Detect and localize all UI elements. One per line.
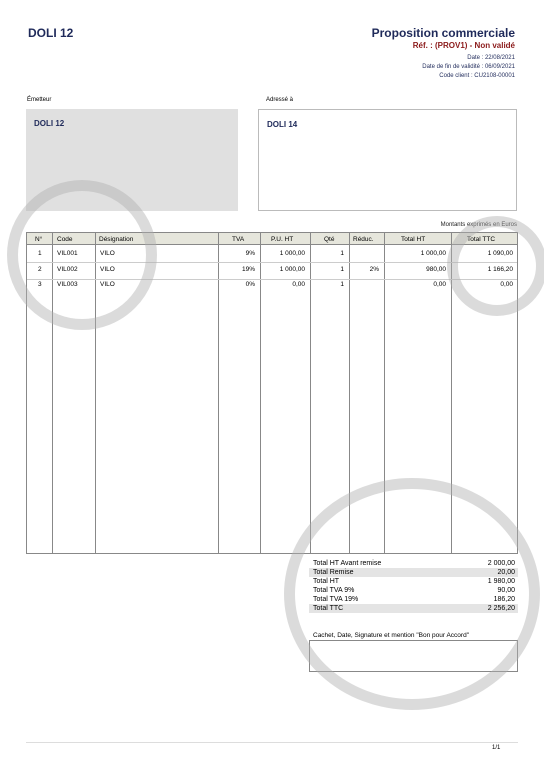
document-title: Proposition commerciale xyxy=(371,26,515,40)
highlight-circle-totals xyxy=(284,478,540,710)
col-header-code: Code xyxy=(57,236,73,243)
row-1-total-ht: 1 000,00 xyxy=(420,250,446,257)
row-1-code: VIL001 xyxy=(57,250,78,257)
row-2-qty: 1 xyxy=(340,266,344,273)
document-reference: Réf. : (PROV1) - Non validé xyxy=(412,41,515,50)
total-label: Total HT xyxy=(313,578,340,585)
col-header-designation: Désignation xyxy=(99,236,134,243)
total-label: Total TTC xyxy=(313,605,344,612)
row-3-unit-price: 0,00 xyxy=(292,281,305,288)
col-header-num: N° xyxy=(35,236,43,243)
col-header-vat: TVA xyxy=(232,236,245,243)
validity-date: Date de fin de validité : 06/09/2021 xyxy=(422,64,515,70)
row-2-total-ht: 980,00 xyxy=(426,266,446,273)
col-header-unit-price: P.U. HT xyxy=(271,236,294,243)
total-label: Total TVA 9% xyxy=(313,587,355,594)
total-value: 2 000,00 xyxy=(487,560,515,567)
total-value: 90,00 xyxy=(497,587,515,594)
total-value: 1 980,00 xyxy=(487,578,515,585)
total-label: Total TVA 19% xyxy=(313,596,359,603)
page-number: 1/1 xyxy=(492,745,501,751)
row-2-unit-price: 1 000,00 xyxy=(279,266,305,273)
row-2-discount: 2% xyxy=(369,266,379,273)
row-3-total-ht: 0,00 xyxy=(433,281,446,288)
row-1-unit-price: 1 000,00 xyxy=(279,250,305,257)
recipient-box xyxy=(258,109,517,211)
total-value: 20,00 xyxy=(497,569,515,576)
signature-label: Cachet, Date, Signature et mention "Bon pour Accord" xyxy=(313,632,470,639)
row-2-vat: 19% xyxy=(241,266,255,273)
total-value: 186,20 xyxy=(493,596,515,603)
recipient-label: Adressé à xyxy=(266,97,294,103)
col-header-total-ttc: Total TTC xyxy=(467,236,496,243)
row-3-designation: VILO xyxy=(100,281,115,288)
currency-note: Montants exprimés en Euros xyxy=(440,222,517,228)
row-2-designation: VILO xyxy=(100,266,115,273)
row-1-designation: VILO xyxy=(100,250,115,257)
col-header-total-ht: Total HT xyxy=(401,236,426,243)
company-name: DOLI 12 xyxy=(28,26,74,40)
row-1-qty: 1 xyxy=(340,250,344,257)
highlight-circle-left xyxy=(7,180,157,330)
row-2-num: 2 xyxy=(38,266,42,273)
row-1-vat: 9% xyxy=(245,250,255,257)
row-3-total-ttc: 0,00 xyxy=(500,281,513,288)
col-header-qty: Qté xyxy=(324,236,335,243)
recipient-name: DOLI 14 xyxy=(267,120,298,129)
total-label: Total Remise xyxy=(313,569,354,576)
document-date: Date : 22/08/2021 xyxy=(467,55,515,61)
total-value: 2 256,20 xyxy=(487,605,515,612)
row-2-total-ttc: 1 166,20 xyxy=(487,266,513,273)
row-3-vat: 0% xyxy=(245,281,255,288)
emitter-label: Émetteur xyxy=(27,97,52,103)
emitter-name: DOLI 12 xyxy=(34,119,65,128)
row-2-code: VIL002 xyxy=(57,266,78,273)
client-code: Code client : CU2108-00001 xyxy=(439,73,515,79)
row-3-num: 3 xyxy=(38,281,42,288)
row-3-code: VIL003 xyxy=(57,281,78,288)
total-label: Total HT Avant remise xyxy=(313,560,382,567)
col-header-discount: Réduc. xyxy=(353,236,374,243)
highlight-circle-right xyxy=(447,216,544,316)
footer-divider xyxy=(26,742,518,743)
row-3-qty: 1 xyxy=(340,281,344,288)
row-1-num: 1 xyxy=(38,250,42,257)
row-1-total-ttc: 1 090,00 xyxy=(487,250,513,257)
